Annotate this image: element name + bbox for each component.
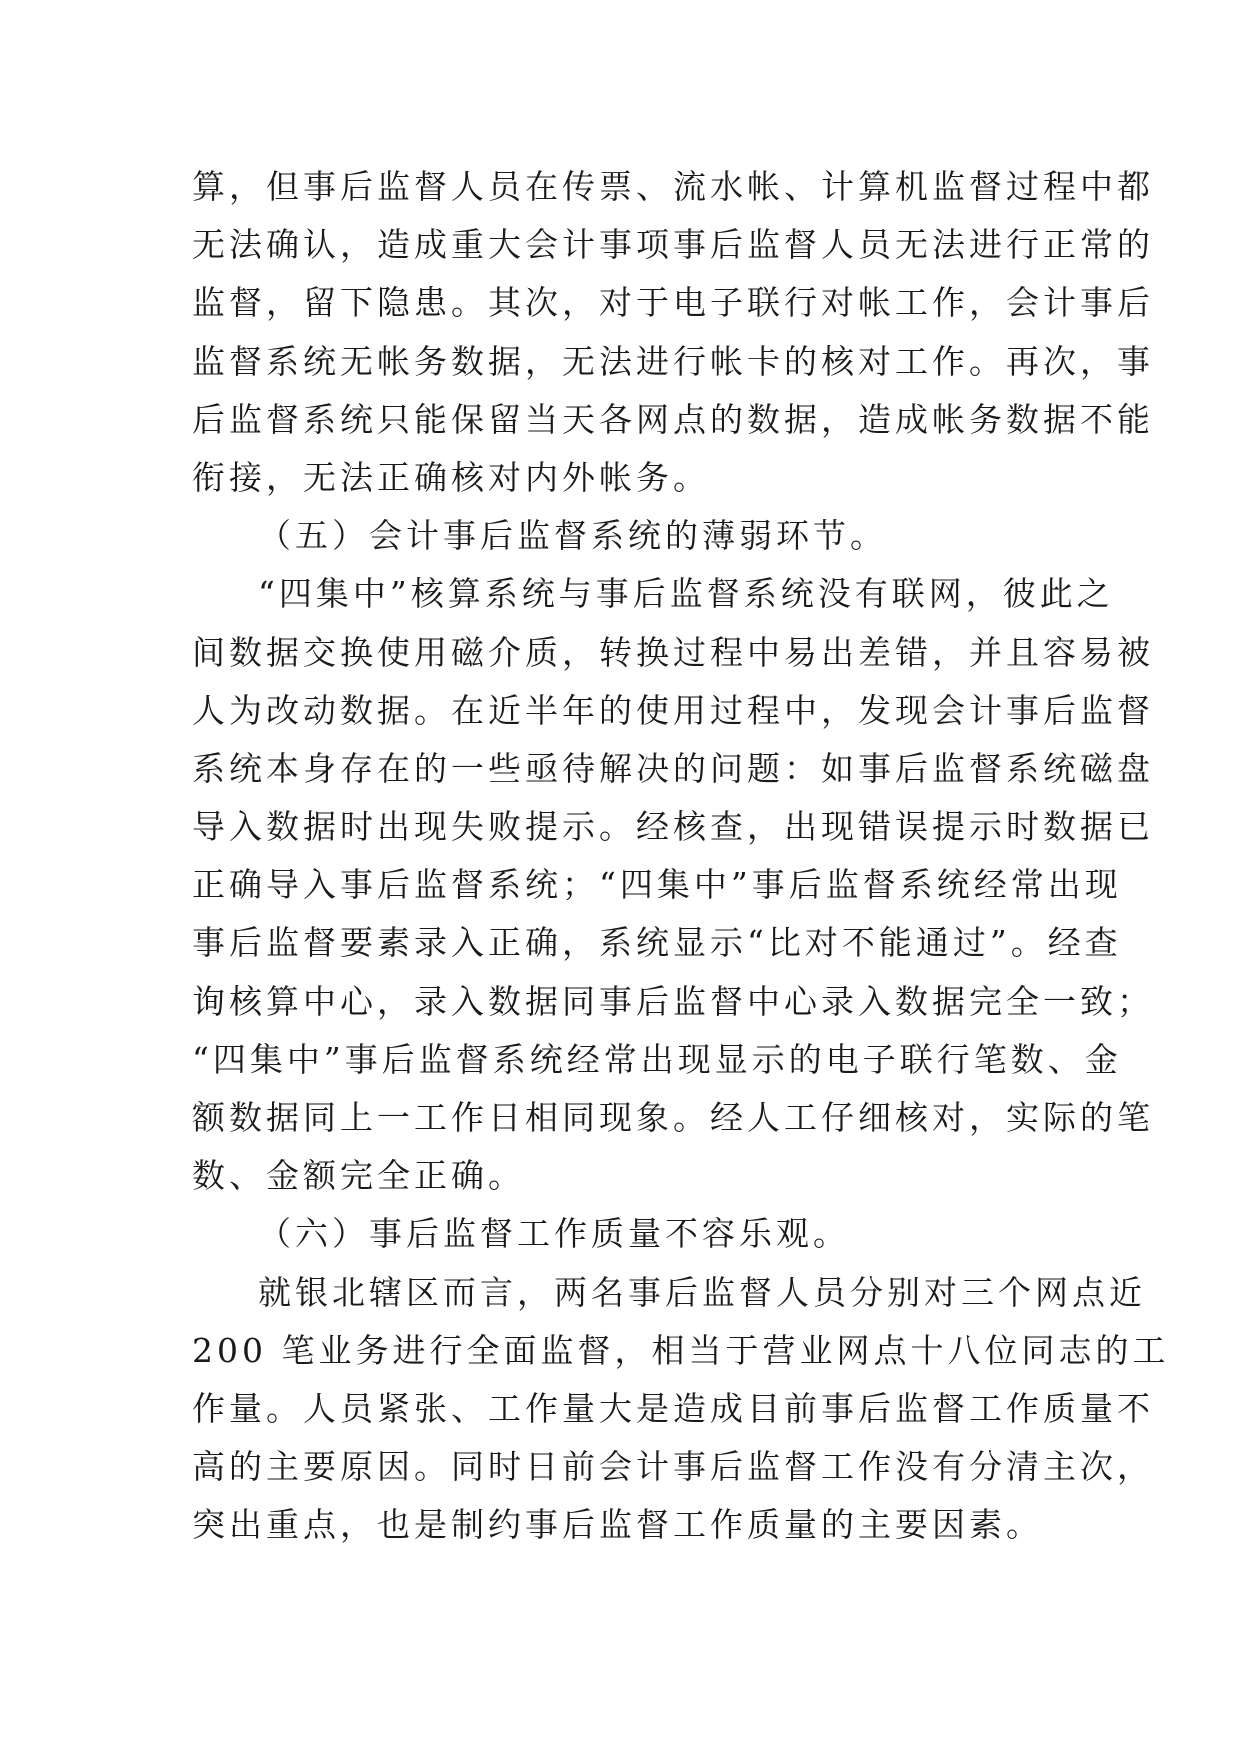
section-heading-5: （五）会计事后监督系统的薄弱环节。 (258, 516, 887, 556)
text-line: 监督系统无帐务数据，无法进行帐卡的核对工作。再次，事 (192, 341, 1154, 381)
text-line: 算，但事后监督人员在传票、流水帐、计算机监督过程中都 (192, 167, 1154, 206)
text-line: 无法确认，造成重大会计事项事后监督人员无法进行正常的 (192, 225, 1154, 265)
text-line: 高的主要原因。同时日前会计事后监督工作没有分清主次， (192, 1447, 1154, 1487)
text-line: 事后监督要素录入正确，系统显示“比对不能通过”。经查 (192, 923, 1122, 963)
text-line: 就银北辖区而言，两名事后监督人员分别对三个网点近 (258, 1272, 1146, 1312)
text-line: “四集中”核算系统与事后监督系统没有联网，彼此之 (258, 574, 1114, 614)
text-line: 衔接，无法正确核对内外帐务。 (192, 457, 710, 497)
text-line: 额数据同上一工作日相同现象。经人工仔细核对，实际的笔 (192, 1098, 1154, 1137)
text-line: “四集中”事后监督系统经常出现显示的电子联行笔数、金 (192, 1039, 1122, 1079)
text-line: 询核算中心，录入数据同事后监督中心录入数据完全一致； (192, 981, 1154, 1021)
text-line: 作量。人员紧张、工作量大是造成目前事后监督工作质量不 (192, 1388, 1154, 1428)
text-line: 系统本身存在的一些亟待解决的问题：如事后监督系统磁盘 (192, 748, 1154, 788)
text-line: 正确导入事后监督系统；“四集中”事后监督系统经常出现 (192, 865, 1122, 905)
section-heading-6: （六）事后监督工作质量不容乐观。 (258, 1214, 850, 1254)
text-line: 间数据交换使用磁介质，转换过程中易出差错，并且容易被 (192, 632, 1154, 672)
body-text (192, 158, 1170, 1555)
text-line: 导入数据时出现失败提示。经核查，出现错误提示时数据已 (192, 807, 1154, 847)
text-line: 后监督系统只能保留当天各网点的数据，造成帐务数据不能 (192, 399, 1154, 439)
text-line: 数、金额完全正确。 (192, 1156, 525, 1196)
text-line: 突出重点，也是制约事后监督工作质量的主要因素。 (192, 1505, 1043, 1545)
text-line: 人为改动数据。在近半年的使用过程中，发现会计事后监督 (192, 690, 1154, 730)
text-line: 200 笔业务进行全面监督，相当于营业网点十八位同志的工 (192, 1330, 1170, 1370)
text-line: 监督，留下隐患。其次，对于电子联行对帐工作，会计事后 (192, 283, 1154, 323)
